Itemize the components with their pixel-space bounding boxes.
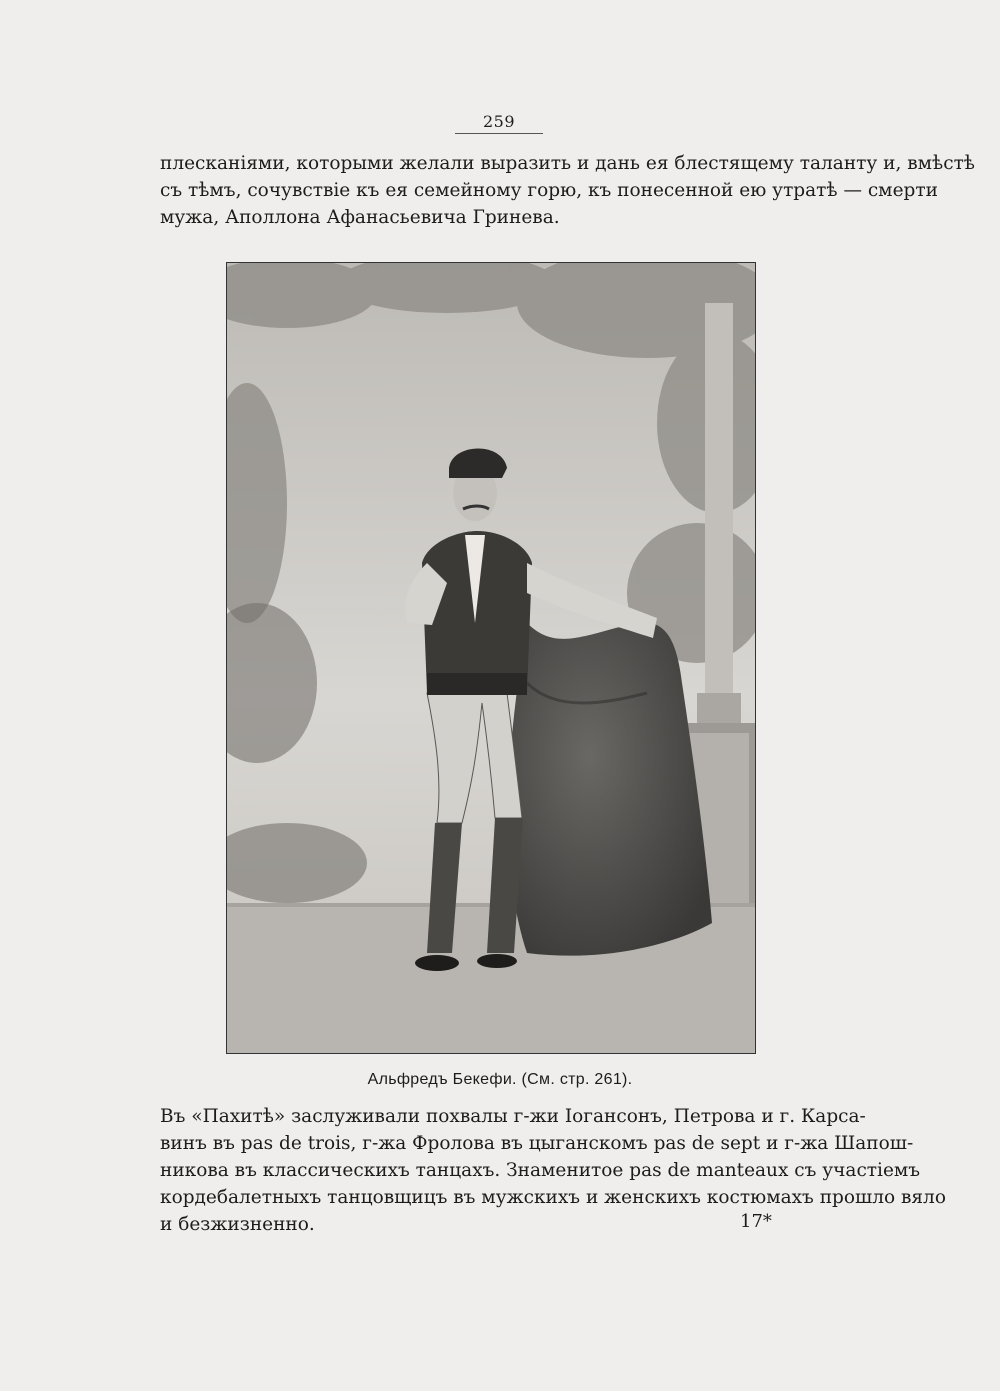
- dancer-photograph: [226, 262, 756, 1054]
- page-number: 259: [455, 112, 543, 134]
- text-line: Въ «Пахитѣ» заслуживали похвалы г-жи Іогансонъ, Петрова и г. Карса-: [160, 1106, 866, 1127]
- figure-caption: Альфредъ Бекефи. (См. стр. 261).: [367, 1071, 633, 1088]
- text-line: винъ въ pas de trois, г-жа Фролова въ цыганскомъ pas de sept и г-жа Шапош-: [160, 1133, 914, 1154]
- main-paragraph: [160, 1103, 946, 1238]
- text-line: съ тѣмъ, сочувствіе къ ея семейному горю, къ понесенной ею утратѣ — смерти: [160, 180, 938, 201]
- text-line: и безжизненно.: [160, 1214, 315, 1235]
- text-line: кордебалетныхъ танцовщицъ въ мужскихъ и женскихъ костюмахъ прошло вяло: [160, 1187, 946, 1208]
- text-line: никова въ классическихъ танцахъ. Знаменитое pas de manteaux съ участіемъ: [160, 1160, 921, 1181]
- text-line: плесканіями, которыми желали выразить и дань ея блестящему таланту и, вмѣстѣ: [160, 153, 975, 174]
- intro-paragraph: [160, 150, 975, 231]
- signature-mark: 17*: [740, 1211, 772, 1232]
- text-line: мужа, Аполлона Афанасьевича Гринева.: [160, 207, 560, 228]
